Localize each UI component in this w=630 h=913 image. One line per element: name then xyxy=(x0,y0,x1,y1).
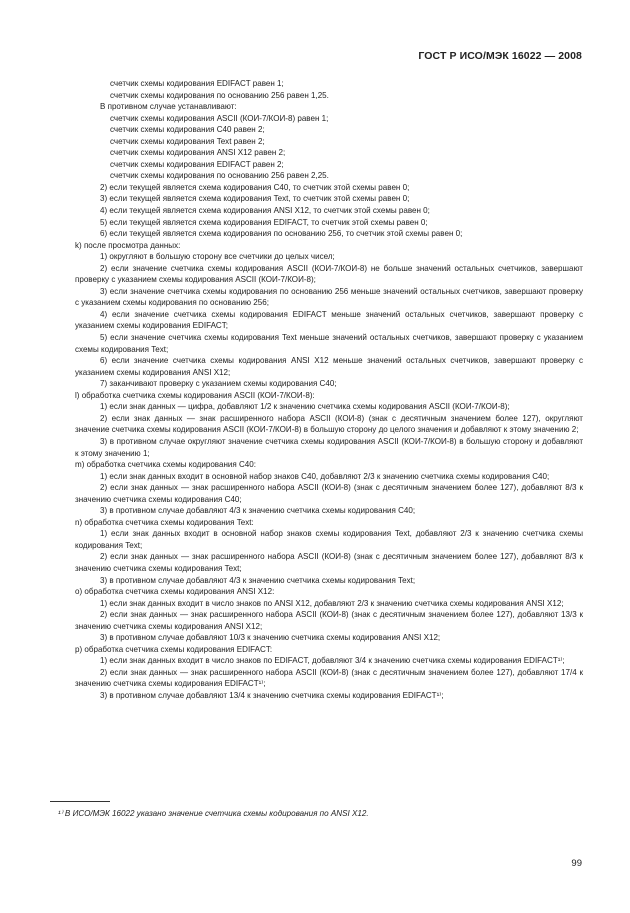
text-line: l) обработка счетчика схемы кодирования ASCII (КОИ-7/КОИ-8): xyxy=(75,390,315,400)
text-line: счетчик схемы кодирования C40 равен 2; xyxy=(110,125,265,135)
text-line: 5) если текущей является схема кодирования EDIFACT, то счетчик этой схемы равен 0; xyxy=(100,217,428,227)
text-line: счетчик схемы кодирования ANSI X12 равен 2; xyxy=(110,148,286,158)
text-line: 5) если значение счетчика схемы кодирования Text меньше значений остальных счетчиков, завершают проверку с указанием схемы кодирования Text; xyxy=(75,333,583,354)
text-line: В противном случае устанавливают: xyxy=(100,102,237,112)
text-line: 2) если знак данных — знак расширенного набора ASCII (КОИ-8) (знак с десятичным значением более 127), округляют значение счетчика схемы кодирования ASCII (КОИ-7/КОИ-8) в большую сторону до целого значения и добавляют к этому значению 2; xyxy=(75,413,583,435)
text-line: 3) в противном случае добавляют 4/3 к значению счетчика схемы кодирования Text; xyxy=(100,575,416,585)
text-line: счетчик схемы кодирования по основанию 256 равен 2,25. xyxy=(110,171,329,181)
text-line: счетчик схемы кодирования Text равен 2; xyxy=(110,136,265,146)
text-line: 2) если текущей является схема кодирования C40, то счетчик этой схемы равен 0; xyxy=(100,182,410,192)
text-line: 3) в противном случае добавляют 4/3 к значению счетчика схемы кодирования C40; xyxy=(100,506,416,516)
body-text xyxy=(75,78,583,702)
text-line: 2) если знак данных — знак расширенного набора ASCII (КОИ-8) (знак с десятичным значением более 127), добавляют 13/3 к значению счетчика схемы кодирования ANSI X12; xyxy=(75,610,583,631)
text-line: 3) в противном случае добавляют 10/3 к значению счетчика схемы кодирования ANSI X12; xyxy=(100,633,441,643)
text-line: 3) если текущей является схема кодирования Text, то счетчик этой схемы равен 0; xyxy=(100,194,410,204)
footnote: ¹⁾ В ИСО/МЭК 16022 указано значение счетчика схемы кодирования по ANSI X12. xyxy=(58,809,369,818)
text-line: 1) если знак данных входит в основной набор знаков схемы кодирования Text, добавляют 2/3 к значению счетчика схемы кодирования Text; xyxy=(75,529,583,550)
text-line: 2) если значение счетчика схемы кодирования ASCII (КОИ-7/КОИ-8) не больше значений остальных счетчиков, завершают проверку с указанием схемы кодирования ASCII (КОИ-7/КОИ-8); xyxy=(75,263,583,285)
text-line: счетчик схемы кодирования EDIFACT равен 2; xyxy=(110,159,284,169)
text-line: 6) если текущей является схема кодирования по основанию 256, то счетчик этой схемы равен 0; xyxy=(100,229,463,239)
text-line: 7) заканчивают проверку с указанием схемы кодирования C40; xyxy=(100,379,337,389)
text-line: счетчик схемы кодирования по основанию 256 равен 1,25. xyxy=(110,90,329,100)
text-line: 1) если знак данных входит в основной набор знаков C40, добавляют 2/3 к значению счетчика схемы кодирования C40; xyxy=(100,471,550,481)
text-line: m) обработка счетчика схемы кодирования C40: xyxy=(75,460,256,470)
text-line: счетчик схемы кодирования EDIFACT равен 1; xyxy=(110,79,284,88)
text-line: счетчик схемы кодирования ASCII (КОИ-7/КОИ-8) равен 1; xyxy=(110,113,329,123)
text-line: p) обработка счетчика схемы кодирования EDIFACT: xyxy=(75,644,273,654)
text-line: 2) если знак данных — знак расширенного набора ASCII (КОИ-8) (знак с десятичным значением более 127), добавляют 8/3 к значению счетчика схемы кодирования C40; xyxy=(75,483,583,504)
text-line: 2) если знак данных — знак расширенного набора ASCII (КОИ-8) (знак с десятичным значением более 127), добавляют 17/4 к значению счетчика схемы кодирования EDIFACT¹⁾; xyxy=(75,667,583,689)
text-line: 6) если значение счетчика схемы кодирования ANSI X12 меньше значений остальных счетчиков, завершают проверку с указанием схемы кодирования ANSI X12; xyxy=(75,356,583,377)
text-line: 3) в противном случае округляют значение счетчика схемы кодирования ASCII (КОИ-7/КОИ-8) в большую сторону и добавляют к этому значению 1; xyxy=(75,436,583,458)
footnote-separator xyxy=(50,801,110,802)
text-line: k) после просмотра данных: xyxy=(75,240,181,250)
text-line: 1) если знак данных — цифра, добавляют 1/2 к значению счетчика схемы кодирования ASCII (КОИ-7/КОИ-8); xyxy=(100,402,510,412)
document-header: ГОСТ Р ИСО/МЭК 16022 — 2008 xyxy=(418,50,582,62)
text-line: 3) если значение счетчика схемы кодирования по основанию 256 меньше значений остальных счетчиков, завершают проверку с указанием схемы кодирования по основанию 256; xyxy=(75,286,583,308)
text-line: 4) если текущей является схема кодирования ANSI X12, то счетчик этой схемы равен 0; xyxy=(100,206,430,216)
text-line: 1) округляют в большую сторону все счетчики до целых чисел; xyxy=(100,252,335,262)
text-line: 1) если знак данных входит в число знаков по ANSI X12, добавляют 2/3 к значению счетчика схемы кодирования ANSI X12; xyxy=(100,598,564,608)
text-line: 4) если значение счетчика схемы кодирования EDIFACT меньше значений остальных счетчиков, завершают проверку с указанием схемы кодирования EDIFACT; xyxy=(75,309,583,331)
text-line: 1) если знак данных входит в число знаков по EDIFACT, добавляют 3/4 к значению счетчика схемы кодирования EDIFACT¹⁾; xyxy=(100,656,565,666)
text-line: 3) в противном случае добавляют 13/4 к значению счетчика схемы кодирования EDIFACT¹⁾; xyxy=(100,690,444,700)
text-line: o) обработка счетчика схемы кодирования ANSI X12: xyxy=(75,587,275,597)
page-number: 99 xyxy=(571,858,582,869)
text-line: n) обработка счетчика схемы кодирования Text: xyxy=(75,517,254,527)
text-line: 2) если знак данных — знак расширенного набора ASCII (КОИ-8) (знак с десятичным значением более 127), добавляют 8/3 к значению счетчика схемы кодирования Text; xyxy=(75,552,583,573)
